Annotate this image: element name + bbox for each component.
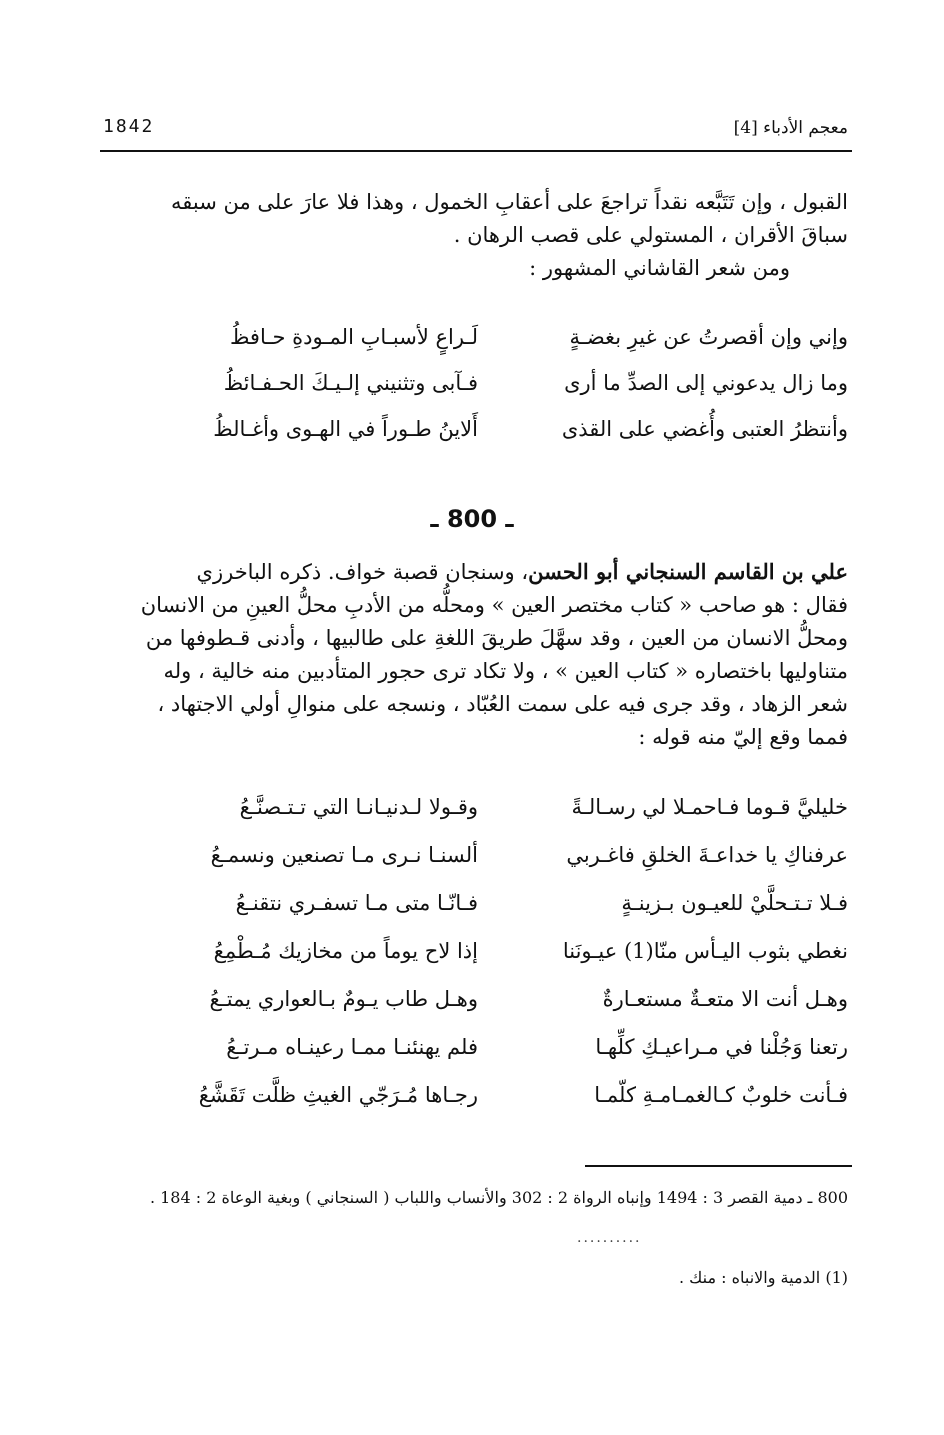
verse-first-hemistich: عرفناكِ يا خداعـةَ الخلقِ فاغـربي — [566, 843, 848, 867]
verse-first-hemistich: فـأنت خلوبٌ كـالغمـامـةِ كلّمـا — [594, 1083, 848, 1107]
text-line: فقال : هو صاحب « كتاب مختصر العين » ومحلُّه من الأدبِ محلُّ العينِ من الانسان — [140, 593, 848, 617]
verse-row — [158, 325, 848, 371]
verse-row — [158, 371, 848, 417]
verse-second-hemistich: وقـولا لـدنيـانـا التي تـتـصنَّـعُ — [239, 795, 478, 819]
dotted-separator: .......... — [577, 1230, 642, 1246]
verse-second-hemistich: أَلاينُ طـوراً في الهـوى وأغـالظُ — [213, 417, 478, 441]
verse-row — [158, 795, 848, 843]
verse-second-hemistich: فلم يهنئنـا ممـا رعينـاه مـرتـعُ — [226, 1035, 478, 1059]
footnote-rule — [585, 1165, 852, 1167]
verse-row — [158, 939, 848, 987]
poem-1 — [158, 325, 848, 463]
verse-first-hemistich: وإني وإن أقصرتُ عن غيرِ بغضـةٍ — [569, 325, 848, 349]
verse-second-hemistich: فـآبى وتثنيني إلـيـكَ الحـفـائظُ — [223, 371, 478, 395]
entry-paragraph — [96, 555, 848, 754]
verse-row — [158, 891, 848, 939]
text-line: سباقَ الأقران ، المستولي على قصب الرهان . — [453, 223, 848, 247]
verse-first-hemistich: وأنتظرُ العتبى وأُغضي على القذى — [561, 417, 848, 441]
verse-first-hemistich: خليليَّ قـوما فـاحمـلا لي رسـالـةً — [571, 795, 848, 819]
footnote-sources: 800 ـ دمية القصر 3 : 1494 وإنباه الرواة 2 : 302 والأنساب واللباب ( السنجاني ) وبغية الوعاة 2 : 184 . — [149, 1188, 848, 1207]
poem-2 — [158, 795, 848, 1131]
verse-row — [158, 417, 848, 463]
text-line: ، وسنجان قصبة خواف. ذكره الباخرزي — [196, 560, 529, 584]
verse-second-hemistich: إذا لاح يوماً من مخازيك مُـطْمِعُ — [213, 939, 478, 963]
entry-name: علي بن القاسم السنجاني أبو الحسن — [528, 559, 848, 584]
entry-number: ـ 800 ـ — [430, 505, 514, 533]
verse-second-hemistich: فـانّـا متى مـا تسفـري نتقنـعُ — [235, 891, 478, 915]
verse-row — [158, 1083, 848, 1131]
verse-first-hemistich: وهـل أنت الا متعـةٌ مستعـارةٌ — [602, 987, 848, 1011]
header-rule — [100, 150, 852, 152]
verse-first-hemistich: فـلا تـتـحلَّيْ للعيـون بـزينـةٍ — [621, 891, 848, 915]
text-line: متناوليها باختصاره « كتاب العين » ، ولا تكاد ترى حجور المتأدبين منه خالية ، وله — [163, 659, 848, 683]
text-line: فمما وقع إليّ منه قوله : — [638, 725, 848, 749]
page-number: 1842 — [103, 116, 155, 137]
entry-first-line — [96, 555, 848, 589]
verse-row — [158, 843, 848, 891]
verse-second-hemistich: وهـل طاب يـومٌ بـالعواري يمتـعُ — [209, 987, 478, 1011]
text-line: ومحلُّ الانسان من العين ، وقد سهَّلَ طريقَ اللغةِ على طالبيها ، وأدنى قـطوفها من — [145, 626, 848, 650]
verse-row — [158, 987, 848, 1035]
text-line: شعر الزهاد ، وقد جرى فيه على سمت العُبّاد ، ونسجه على منوالِ أولي الاجتهاد ، — [157, 692, 848, 716]
verse-first-hemistich: وما زال يدعوني إلى الصدِّ ما أرى — [564, 371, 848, 395]
intro-paragraph — [96, 186, 848, 285]
verse-intro-line: ومن شعر القاشاني المشهور : — [529, 256, 790, 280]
verse-first-hemistich: نغطي بثوب اليـأس منّا(1) عيـونَنا — [562, 939, 848, 963]
verse-first-hemistich: رتعنا وَجُلْنا في مـراعيـكِ كلِّهـا — [595, 1035, 848, 1059]
verse-row — [158, 1035, 848, 1083]
running-header-title: معجم الأدباء [4] — [733, 118, 848, 138]
footnote-1: (1) الدمية والانباه : منك . — [679, 1268, 848, 1287]
verse-second-hemistich: ألسنـا نـرى مـا تصنعين ونسمـعُ — [210, 843, 478, 867]
verse-second-hemistich: رجـاها مُـرَجّي الغيثِ ظلَّت تَقَشَّعُ — [198, 1083, 478, 1107]
text-line: القبول ، وإن تَتَبَّعه نقداً تراجعَ على أعقابِ الخمول ، وهذا فلا عارَ على من سبقه — [171, 190, 848, 214]
verse-second-hemistich: لَـراعٍ لأسبـابِ المـودةِ حـافظُ — [230, 325, 478, 349]
